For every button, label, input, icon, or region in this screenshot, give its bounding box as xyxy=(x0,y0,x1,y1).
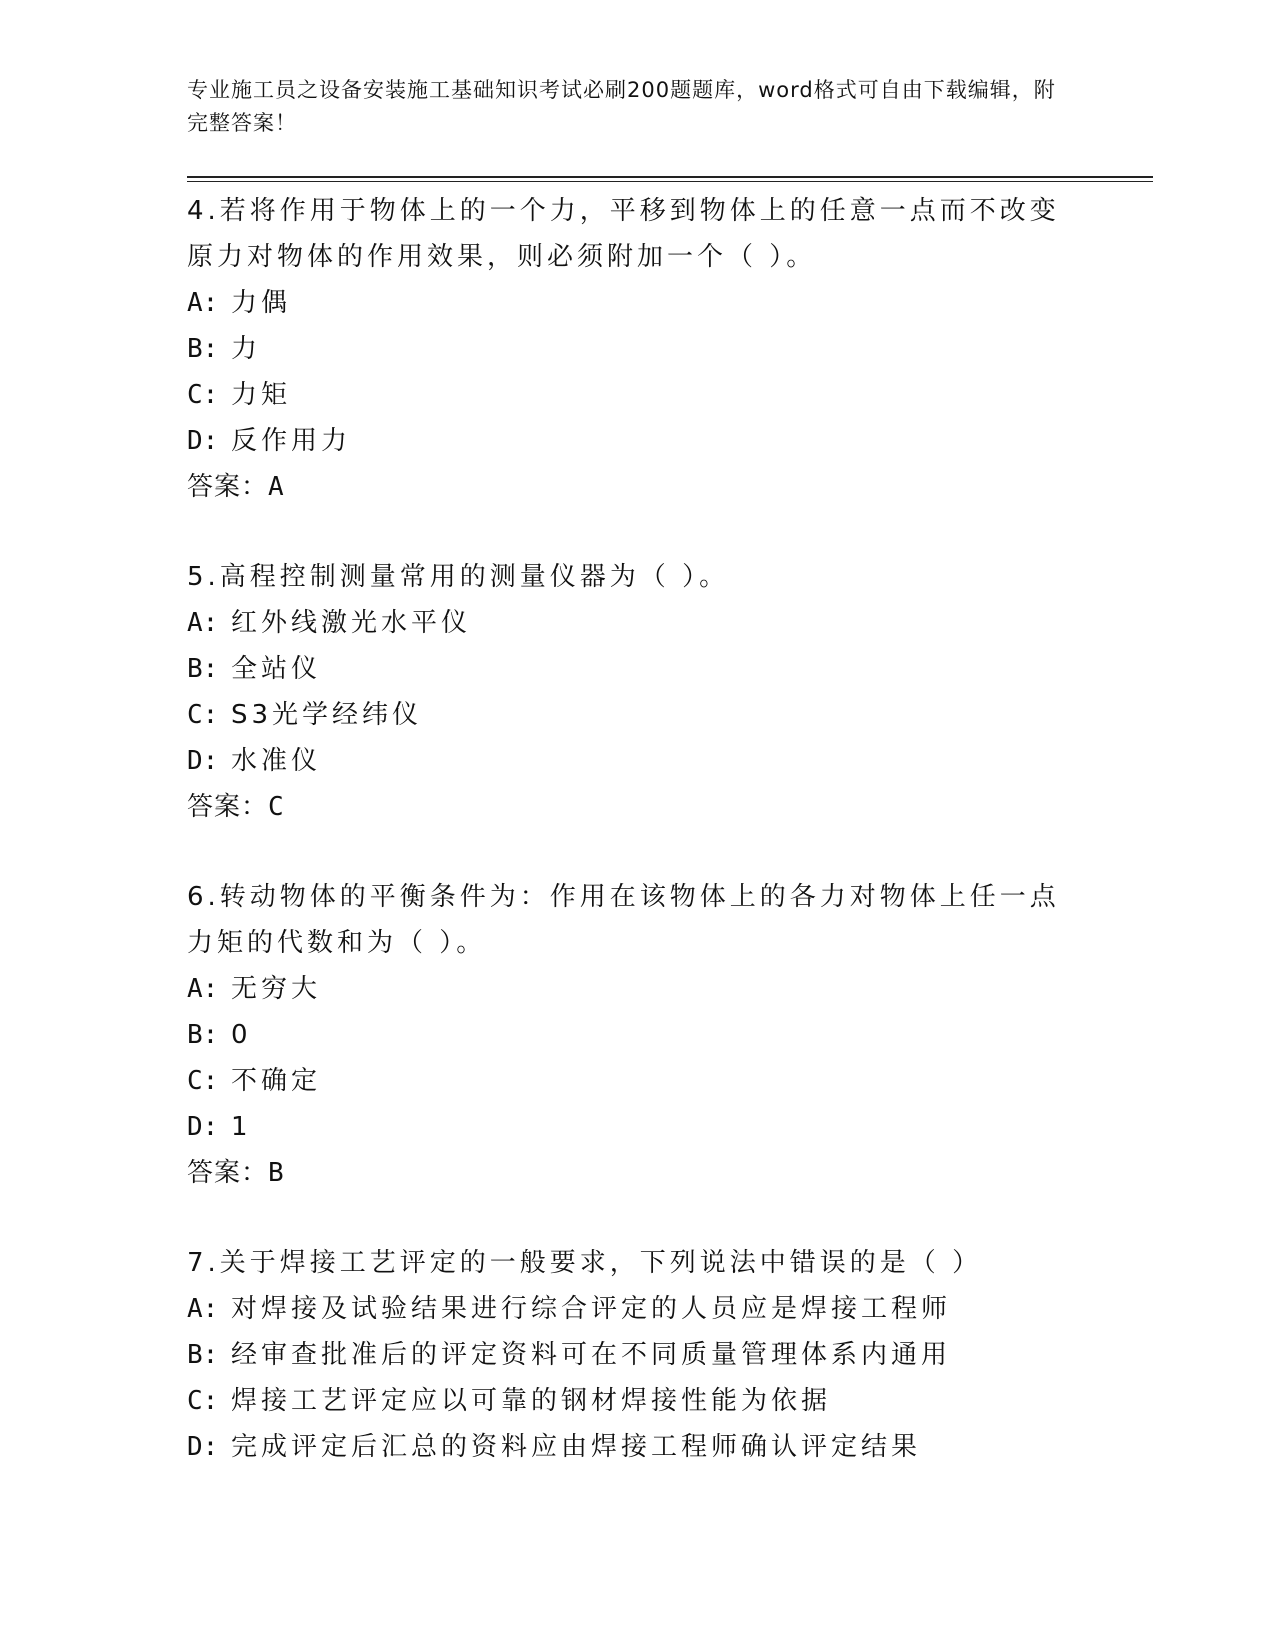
option-text: 无穷大 xyxy=(231,974,322,1004)
answer-value: A xyxy=(268,472,285,502)
option-a xyxy=(187,1286,1087,1332)
option-key: D: xyxy=(187,1112,219,1142)
option-key: B: xyxy=(187,1020,219,1050)
option-d xyxy=(187,738,1087,784)
option-text: S3光学经纬仪 xyxy=(231,700,423,730)
option-c xyxy=(187,1058,1087,1104)
option-text: 焊接工艺评定应以可靠的钢材焊接性能为依据 xyxy=(231,1386,832,1416)
option-text: 完成评定后汇总的资料应由焊接工程师确认评定结果 xyxy=(231,1432,922,1462)
answer-line xyxy=(187,784,1087,830)
option-key: C: xyxy=(187,700,219,730)
question-stem: 5.高程控制测量常用的测量仪器为（ ）。 xyxy=(187,562,730,592)
question-5 xyxy=(187,554,1087,830)
answer-line xyxy=(187,1150,1087,1196)
option-key: B: xyxy=(187,334,219,364)
option-key: A: xyxy=(187,974,219,1004)
option-d xyxy=(187,418,1087,464)
question-spacer xyxy=(187,1196,1087,1240)
option-b xyxy=(187,1012,1087,1058)
question-7 xyxy=(187,1240,1087,1470)
question-stem: 6.转动物体的平衡条件为：作用在该物体上的各力对物体上任一点力矩的代数和为（ ）。 xyxy=(187,882,1060,958)
option-key: A: xyxy=(187,608,219,638)
option-d xyxy=(187,1104,1087,1150)
option-text: 反作用力 xyxy=(231,426,352,456)
header-divider-thick xyxy=(187,176,1153,178)
option-c xyxy=(187,1378,1087,1424)
question-stem: 4.若将作用于物体上的一个力，平移到物体上的任意一点而不改变原力对物体的作用效果，则必须附加一个（ ）。 xyxy=(187,196,1060,272)
answer-value: C xyxy=(268,792,285,822)
option-key: A: xyxy=(187,288,219,318)
option-key: C: xyxy=(187,1066,219,1096)
option-key: C: xyxy=(187,1386,219,1416)
option-key: C: xyxy=(187,380,219,410)
option-c xyxy=(187,692,1087,738)
answer-value: B xyxy=(268,1158,285,1188)
option-text: 红外线激光水平仪 xyxy=(231,608,472,638)
option-text: 不确定 xyxy=(231,1066,322,1096)
document-header xyxy=(187,74,1067,140)
option-key: D: xyxy=(187,426,219,456)
question-spacer xyxy=(187,510,1087,554)
option-key: D: xyxy=(187,1432,219,1462)
option-text: 对焊接及试验结果进行综合评定的人员应是焊接工程师 xyxy=(231,1294,952,1324)
question-4 xyxy=(187,188,1087,510)
option-text: 水准仪 xyxy=(231,746,322,776)
option-d xyxy=(187,1424,1087,1470)
document-title: 专业施工员之设备安装施工基础知识考试必刷200题题库，word格式可自由下载编辑，附完整答案！ xyxy=(187,78,1056,135)
option-a xyxy=(187,280,1087,326)
option-text: 经审查批准后的评定资料可在不同质量管理体系内通用 xyxy=(231,1340,952,1370)
option-text: 力 xyxy=(231,334,262,364)
option-key: B: xyxy=(187,654,219,684)
option-c xyxy=(187,372,1087,418)
option-text: 0 xyxy=(231,1020,252,1050)
header-divider-thin xyxy=(187,181,1153,182)
option-text: 1 xyxy=(231,1112,252,1142)
answer-label: 答案： xyxy=(187,1158,269,1188)
answer-line xyxy=(187,464,1087,510)
question-6 xyxy=(187,874,1087,1196)
option-text: 力偶 xyxy=(231,288,292,318)
question-spacer xyxy=(187,830,1087,874)
option-b xyxy=(187,1332,1087,1378)
option-key: B: xyxy=(187,1340,219,1370)
option-b xyxy=(187,646,1087,692)
option-key: A: xyxy=(187,1294,219,1324)
option-text: 全站仪 xyxy=(231,654,322,684)
option-b xyxy=(187,326,1087,372)
answer-label: 答案： xyxy=(187,792,269,822)
question-list xyxy=(187,188,1087,1470)
option-text: 力矩 xyxy=(231,380,292,410)
answer-label: 答案： xyxy=(187,472,269,502)
option-a xyxy=(187,600,1087,646)
option-a xyxy=(187,966,1087,1012)
question-stem: 7.关于焊接工艺评定的一般要求，下列说法中错误的是（ ） xyxy=(187,1248,983,1278)
option-key: D: xyxy=(187,746,219,776)
